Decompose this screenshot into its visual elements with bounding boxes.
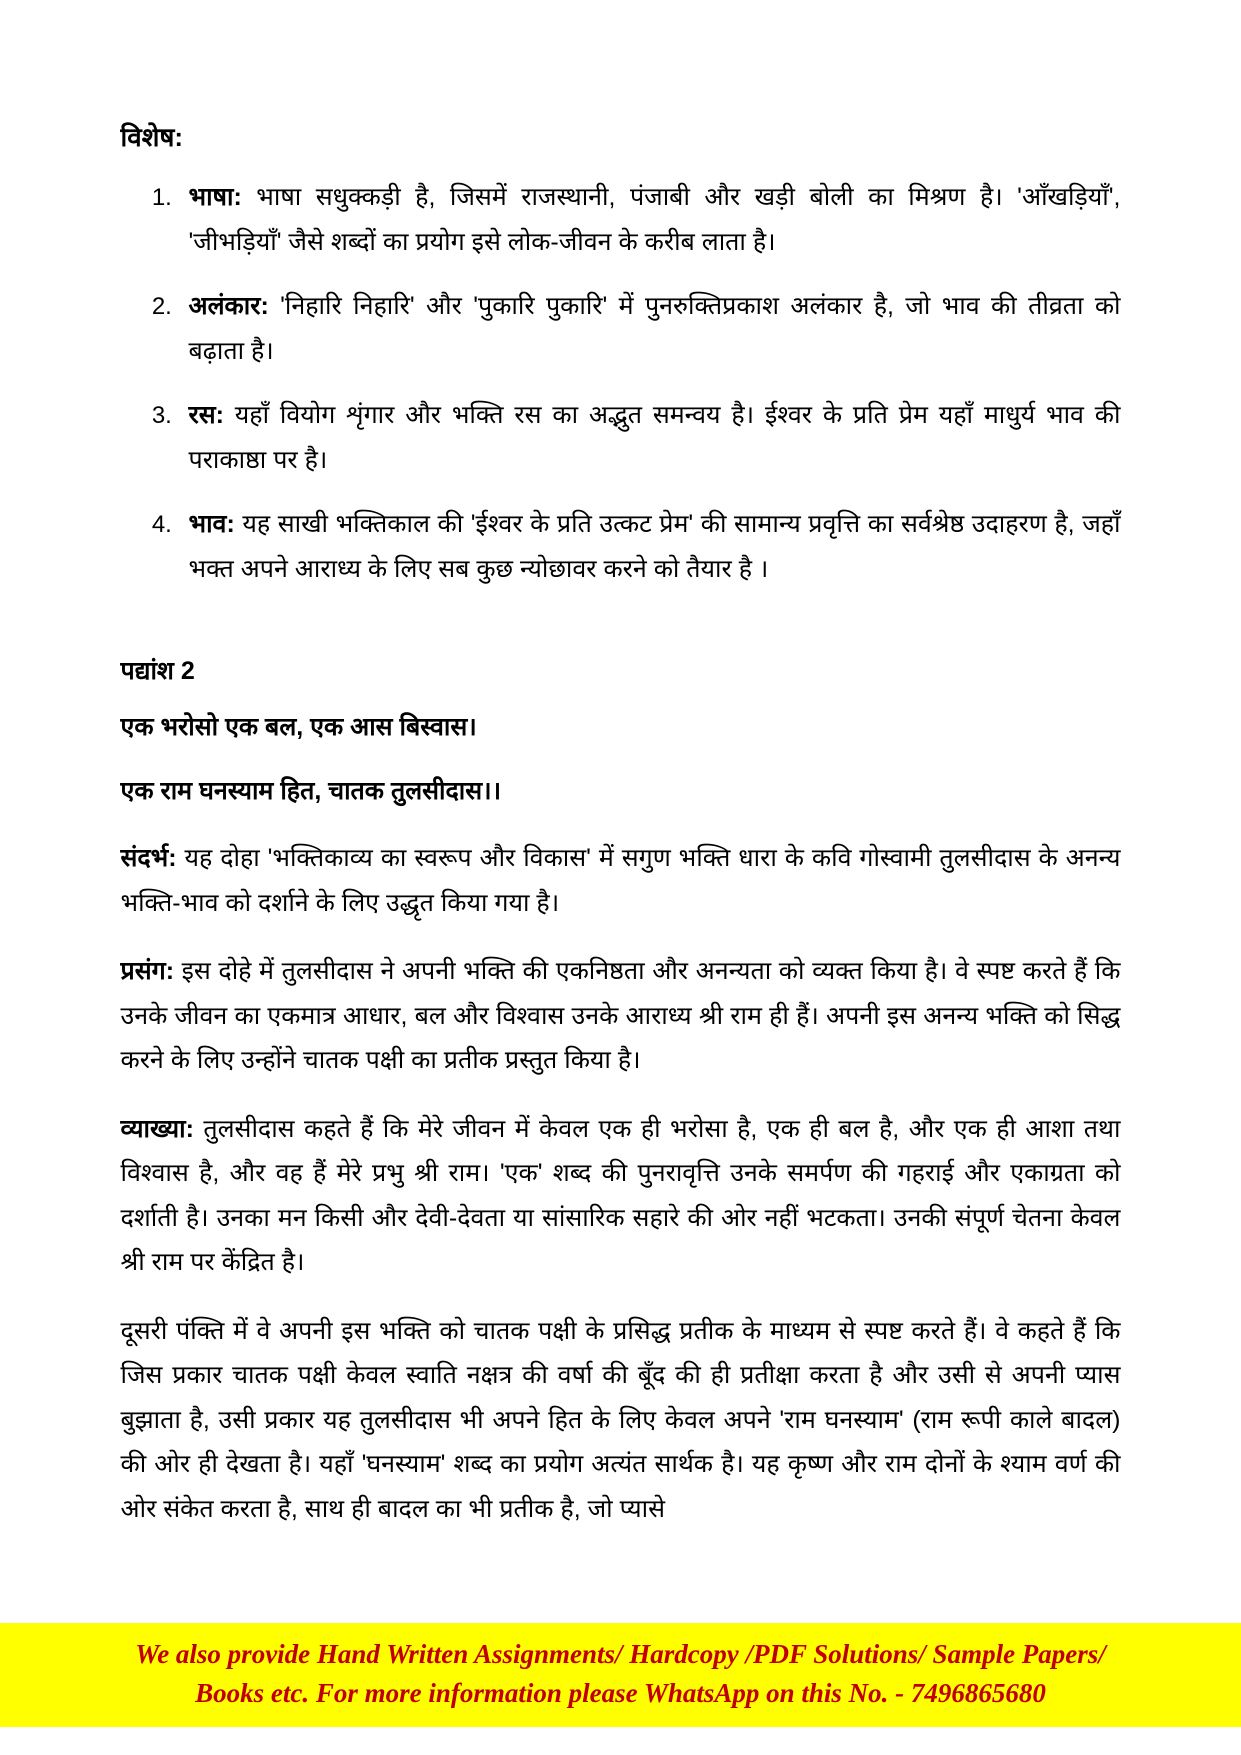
promo-banner-line-1: We also provide Hand Written Assignments/ Hardcopy /PDF Solutions/ Sample Papers/ [135, 1638, 1106, 1669]
paragraph-text: यह दोहा 'भक्तिकाव्य का स्वरूप और विकास' में सगुण भक्ति धारा के कवि गोस्वामी तुलसीदास के अनन्य भक्ति-भाव को दर्शाने के लिए उद्धृत किया गया है। [120, 844, 1121, 917]
passage-title: पद्यांश 2 [120, 657, 195, 685]
list-item-label: रस: [188, 401, 224, 429]
promo-banner-line-2: Books etc. For more information please WhatsApp on this No. - 7496865680 [195, 1677, 1046, 1708]
paragraph-label: प्रसंग: [120, 957, 175, 985]
special-heading: विशेष: [120, 122, 184, 152]
list-item-label: अलंकार: [188, 292, 269, 320]
promo-banner [0, 1623, 1241, 1727]
paragraph-prasang [121, 949, 1121, 1083]
paragraph-text: दूसरी पंक्ति में वे अपनी इस भक्ति को चातक पक्षी के प्रसिद्ध प्रतीक के माध्यम से स्पष्ट करते हैं। वे कहते हैं कि जिस प्रकार चातक पक्षी केवल स्वाति नक्षत्र की वर्षा की बूँद की ही प्रतीक्षा करता है और उसी से अपनी प्यास बुझाता है, उसी प्रकार यह तुलसीदास भी अपने हित के लिए केवल अपने 'राम घनस्याम' (राम रूपी काले बादल) की ओर ही देखता है। यहाँ 'घनस्याम' शब्द का प्रयोग अत्यंत सार्थक है। यह कृष्ण और राम दोनों के श्याम वर्ण की ओर संकेत करता है, साथ ही बादल का भी प्रतीक है, जो प्यासे [120, 1316, 1121, 1523]
list-item-label: भाषा: [188, 183, 242, 211]
paragraph-text: इस दोहे में तुलसीदास ने अपनी भक्ति की एकनिष्ठता और अनन्यता को व्यक्त किया है। वे स्पष्ट करते हैं कि उनके जीवन का एकमात्र आधार, बल और विश्वास उनके आराध्य श्री राम ही हैं। अपनी इस अनन्य भक्ति को सिद्ध करने के लिए उन्होंने चातक पक्षी का प्रतीक प्रस्तुत किया है। [120, 957, 1121, 1074]
special-points-list [121, 175, 1121, 591]
list-item-text: 'निहारि निहारि' और 'पुकारि पुकारि' में पुनरुक्तिप्रकाश अलंकार है, जो भाव की तीव्रता को बढ़ाता है। [188, 292, 1121, 365]
list-item-text: भाषा सधुक्कड़ी है, जिसमें राजस्थानी, पंजाबी और खड़ी बोली का मिश्रण है। 'आँखड़ियाँ', 'जीभड़ियाँ' जैसे शब्दों का प्रयोग इसे लोक-जीवन के करीब लाता है। [188, 183, 1121, 256]
document-content [121, 118, 1121, 1531]
paragraph-continued [121, 1309, 1121, 1532]
list-item [179, 284, 1121, 373]
list-item-text: यहाँ वियोग शृंगार और भक्ति रस का अद्भुत समन्वय है। ईश्वर के प्रति प्रेम यहाँ माधुर्य भाव की पराकाष्ठा पर है। [188, 401, 1121, 474]
verse-line-2: एक राम घनस्याम हित, चातक तुलसीदास।। [120, 776, 502, 805]
list-item-label: भाव: [188, 510, 235, 538]
verse-line-1: एक भरोसो एक बल, एक आस बिस्वास। [120, 713, 477, 741]
list-item-text: यह साखी भक्तिकाल की 'ईश्वर के प्रति उत्कट प्रेम' की सामान्य प्रवृत्ति का सर्वश्रेष्ठ उदाहरण है, जहाँ भक्त अपने आराध्य के लिए सब कुछ न्योछावर करने को तैयार है । [188, 510, 1121, 583]
paragraph-sandarbh [121, 836, 1121, 925]
list-item [179, 502, 1121, 591]
paragraph-label: व्याख्या: [120, 1114, 194, 1143]
paragraph-text: तुलसीदास कहते हैं कि मेरे जीवन में केवल एक ही भरोसा है, एक ही बल है, और एक ही आशा तथा विश्वास है, और वह हैं मेरे प्रभु श्री राम। 'एक' शब्द की पुनरावृत्ति उनके समर्पण की गहराई और एकाग्रता को दर्शाती है। उनका मन किसी और देवी-देवता या सांसारिक सहारे की ओर नहीं भटकता। उनकी संपूर्ण चेतना केवल श्री राम पर केंद्रित है। [120, 1114, 1121, 1276]
paragraph-vyakhya [121, 1107, 1121, 1285]
paragraph-label: संदर्भ: [120, 844, 177, 872]
list-item [179, 393, 1121, 482]
list-item [179, 175, 1121, 264]
